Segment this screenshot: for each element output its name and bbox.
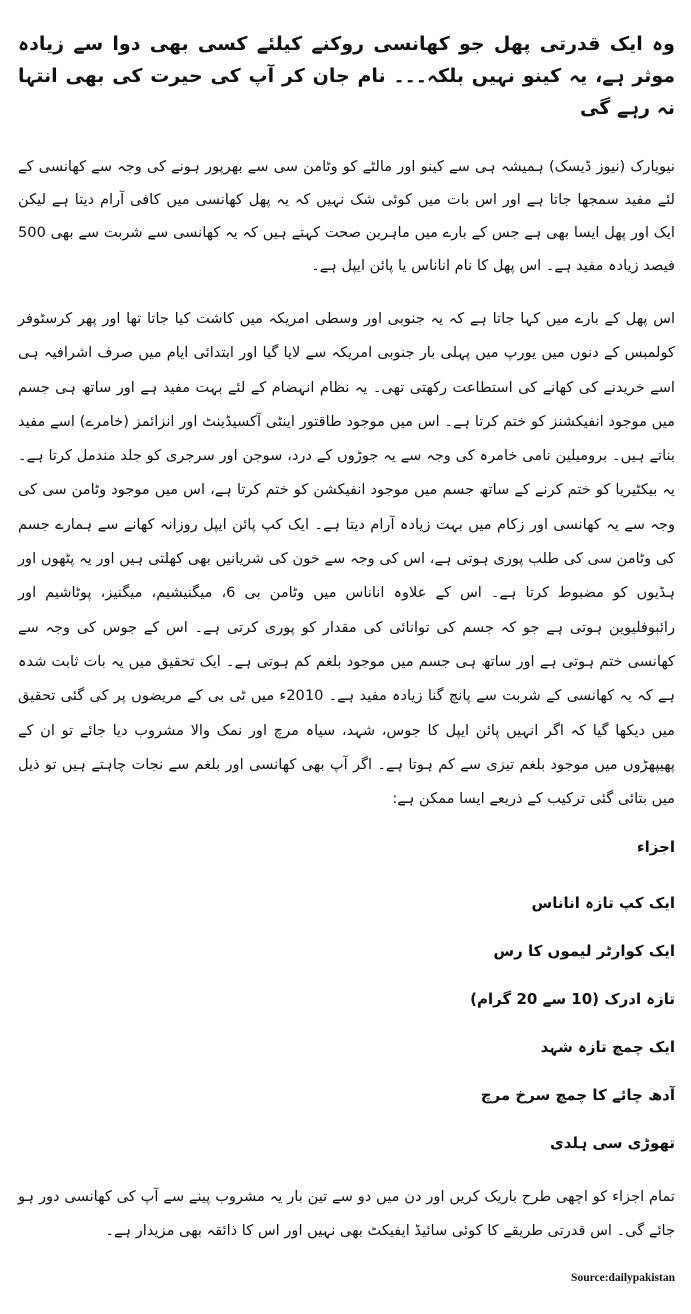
intro-paragraph: نیویارک (نیوز ڈیسک) ہمیشہ ہی سے کینو اور مالٹے کو وٹامن سی سے بھرپور ہونے کی وجہ سے کھانسی کے لئے مفید سمجھا جاتا ہے اور اس بات میں کوئی شک نہیں کہ یہ پھل کھانسی میں کافی آرام دیتا ہے لیکن ایک اور پھل ایسا بھی ہے جس کے بارے میں ماہرین صحت کہتے ہیں کہ یہ کھانسی سے شربت سے بھی 500 فیصد زیادہ مفید ہے۔ اس پھل کا نام اناناس یا پائن ایپل ہے۔ — [18, 158, 675, 274]
ingredients-list — [18, 892, 675, 1154]
ingredients-heading: اجزاء — [636, 838, 675, 857]
ingredient-item: تازہ ادرک (10 سے 20 گرام) — [470, 990, 675, 1009]
closing-paragraph: تمام اجزاء کو اچھی طرح باریک کریں اور دن میں دو سے تین بار یہ مشروب پینے سے آپ کی کھانسی دور ہو جائے گی۔ اس قدرتی طریقے کا کوئی سائیڈ ایفیکٹ بھی نہیں اور اس کا ذائقہ بھی مزیدار ہے۔ — [18, 1188, 675, 1240]
ingredient-item: ایک کپ تازہ اناناس — [531, 894, 675, 913]
ingredient-item: آدھ چائے کا چمچ سرخ مرچ — [480, 1086, 675, 1105]
source-credit: Source:dailypakistan — [571, 1272, 675, 1284]
article-title: وہ ایک قدرتی پھل جو کھانسی روکنے کیلئے کسی بھی دوا سے زیادہ موثر ہے، یہ کینو نہیں بلکہ۔۔۔ نام جان کر آپ کی حیرت کی بھی انتہا نہ رہے گی — [18, 33, 675, 119]
ingredient-item: ایک کوارٹر لیموں کا رس — [493, 942, 675, 961]
ingredient-item: تھوڑی سی ہلدی — [549, 1134, 675, 1153]
ingredient-item: ایک چمچ تازہ شہد — [540, 1038, 675, 1057]
body-paragraph: اس پھل کے بارے میں کہا جاتا ہے کہ یہ جنوبی اور وسطی امریکہ میں کاشت کیا جاتا تھا اور پھر کرسٹوفر کولمبس کے دنوں میں یورپ میں پہلی بار جنوبی امریکہ سے لایا گیا اور ابتدائی ایام میں صرف اشرافیہ ہی اسے خریدنے کی کھانے کی استطاعت رکھتی تھی۔ یہ نظام انہضام کے لئے بہت مفید ہے اور ساتھ ہی جسم میں موجود انفیکشنز کو ختم کرتا ہے۔ اس میں موجود طاقتور اینٹی آکسیڈینٹ اور انزائمز (خامرے) اسے مفید بناتے ہیں۔ برومیلین نامی خامرہ کی وجہ سے یہ جوڑوں کے درد، سوجن اور سرجری کو جلد مندمل کرتا ہے۔ یہ بیکٹیریا کو ختم کرنے کے ساتھ جسم میں موجود انفیکشن کو ختم کرتا ہے، اس میں موجود وٹامن سی کی وجہ سے یہ کھانسی اور زکام میں بہت زیادہ آرام دیتا ہے۔ ایک کپ پائن ایپل روزانہ کھانے سے ہمارے جسم کی وٹامن سی کی طلب پوری ہوتی ہے، اس کی وجہ سے خون کی شریانیں بھی کھلتی ہیں اور یہ پٹھوں اور ہڈیوں کو مضبوط کرتا ہے۔ اس کے علاوہ اناناس میں وٹامن بی 6، میگنیشیم، میگنیز، پوٹاشیم اور رائبوفلیوین ہوتی ہے جو کہ جسم کی توانائی کی مقدار کو پوری کرتی ہے۔ اس کے جوس کی وجہ سے کھانسی ختم ہوتی ہے اور ساتھ ہی جسم میں موجود بلغم کم ہوتی ہے۔ ایک تحقیق میں یہ بات ثابت شدہ ہے کہ یہ کھانسی کے شربت سے پانچ گنا زیادہ مفید ہے۔ 2010ء میں ٹی بی کے مریضوں پر کی گئی تحقیق میں دیکھا گیا کہ اگر انہیں پائن ایپل کا جوس، شہد، سیاہ مرچ اور نمک والا مشروب دیا جائے تو ان کے پھیپھڑوں میں موجود بلغم تیزی سے کم ہوتا ہے۔ اگر آپ بھی کھانسی اور بلغم سے نجات چاہتے ہیں تو ذیل میں بتائی گئی ترکیب کے ذریعے ایسا ممکن ہے: — [18, 310, 676, 808]
